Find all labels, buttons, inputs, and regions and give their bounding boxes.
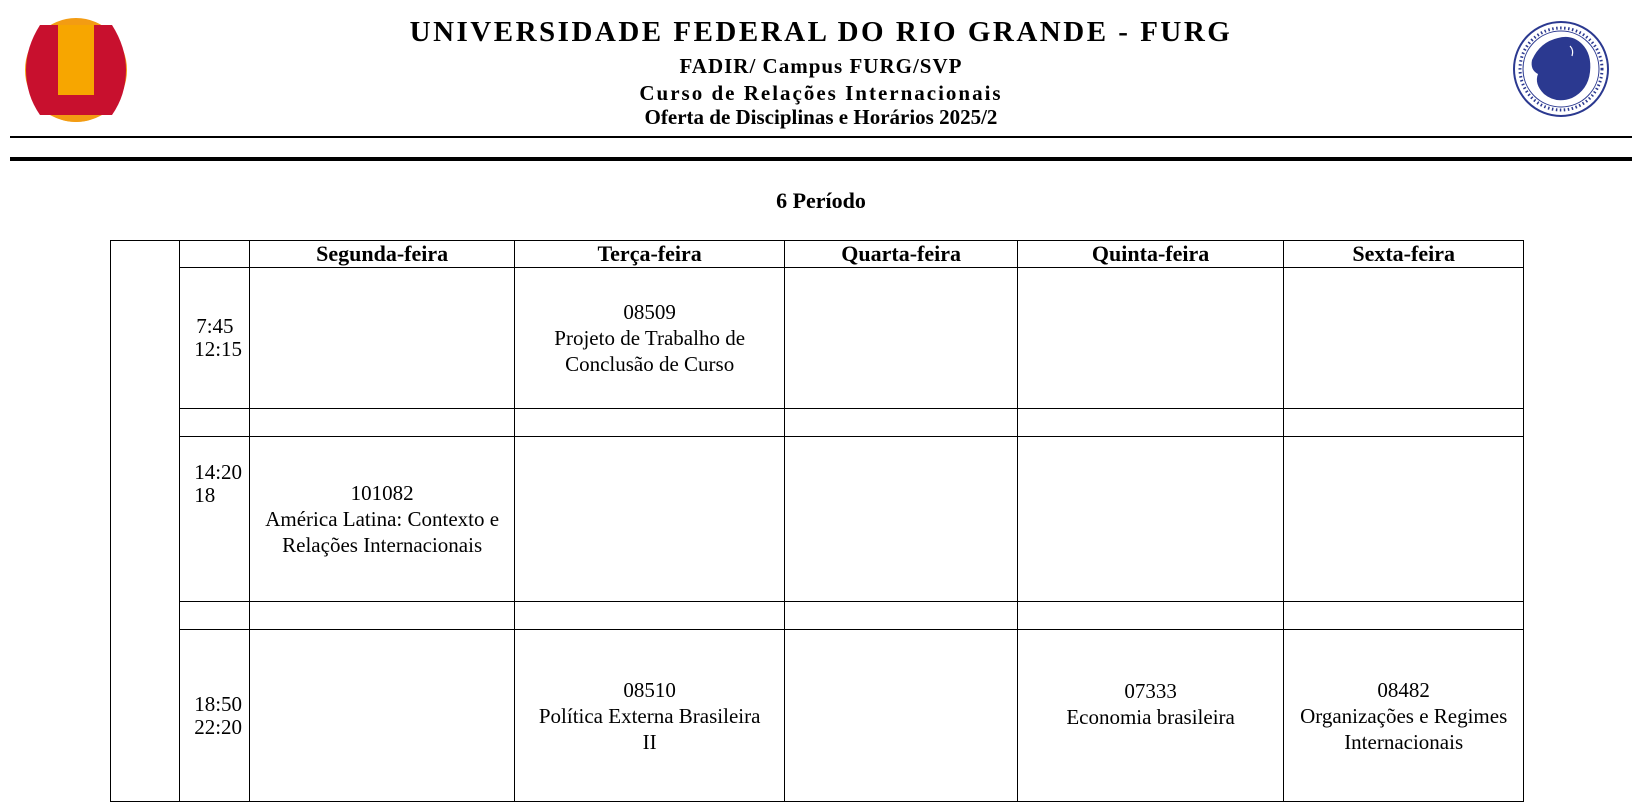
class-cell-monday	[250, 268, 514, 409]
side-margin-cell	[111, 241, 180, 802]
course-code: 07333	[1124, 678, 1177, 703]
course-code: 101082	[350, 481, 414, 505]
spacer-cell	[1284, 409, 1524, 437]
day-header-wednesday: Quarta-feira	[785, 241, 1017, 268]
time-cell	[180, 268, 250, 409]
start-time: 18:50	[194, 691, 243, 716]
spacer-cell	[1284, 602, 1524, 630]
class-cell-friday	[1284, 630, 1524, 802]
spacer-cell	[1017, 409, 1283, 437]
class-cell-friday	[1284, 268, 1524, 409]
spacer-cell	[1017, 602, 1283, 630]
spacer-cell	[180, 602, 250, 630]
class-cell-friday	[1284, 437, 1524, 602]
spacer-row	[111, 602, 1524, 630]
class-cell-thursday	[1017, 268, 1283, 409]
class-cell-wednesday	[785, 268, 1017, 409]
class-cell-thursday	[1017, 630, 1283, 802]
header-rule-bottom	[10, 157, 1632, 161]
time-cell	[180, 437, 250, 602]
course-name: Curso de Relações Internacionais	[639, 81, 1003, 105]
corner-cell	[180, 241, 250, 268]
day-header-tuesday: Terça-feira	[514, 241, 785, 268]
end-time: 12:15	[194, 337, 243, 361]
class-cell-wednesday	[785, 630, 1017, 802]
course-code: 08482	[1377, 677, 1430, 702]
start-time: 7:45	[196, 314, 234, 338]
time-slot-row	[111, 268, 1524, 409]
offer-title: Oferta de Disciplinas e Horários 2025/2	[644, 105, 998, 129]
class-cell-wednesday	[785, 437, 1017, 602]
course-name: Economia brasileira	[1066, 704, 1235, 729]
time-cell	[180, 630, 250, 802]
day-header-monday: Segunda-feira	[250, 241, 514, 268]
schedule-table	[110, 240, 1524, 802]
start-time: 14:20	[194, 460, 243, 484]
end-time: 22:20	[194, 714, 243, 739]
class-cell-monday	[250, 630, 514, 802]
end-time: 18	[194, 483, 216, 507]
course-name: Organizações e Regimes Internacionais	[1300, 703, 1508, 754]
course-name: Política Externa Brasileira II	[538, 703, 761, 754]
period-title: 6 Período	[776, 188, 866, 213]
day-header-thursday: Quinta-feira	[1017, 241, 1283, 268]
spacer-row	[111, 409, 1524, 437]
class-cell-monday	[250, 437, 514, 602]
university-seal-icon	[1512, 20, 1610, 118]
spacer-cell	[514, 409, 785, 437]
spacer-cell	[180, 409, 250, 437]
spacer-cell	[250, 602, 514, 630]
class-cell-tuesday	[514, 630, 785, 802]
course-code: 08510	[623, 677, 676, 702]
campus-line: FADIR/ Campus FURG/SVP	[679, 54, 963, 78]
spacer-cell	[250, 409, 514, 437]
header-rule-top	[10, 136, 1632, 138]
class-cell-tuesday	[514, 437, 785, 602]
spacer-cell	[785, 409, 1017, 437]
time-slot-row	[111, 630, 1524, 802]
university-name: UNIVERSIDADE FEDERAL DO RIO GRANDE - FURG	[409, 16, 1233, 48]
course-code: 08509	[623, 300, 676, 324]
class-cell-thursday	[1017, 437, 1283, 602]
class-cell-tuesday	[514, 268, 785, 409]
header-row	[111, 241, 1524, 268]
course-name: América Latina: Contexto e Relações Internacionais	[265, 507, 500, 557]
time-slot-row	[111, 437, 1524, 602]
course-name: Projeto de Trabalho de Conclusão de Curso	[554, 326, 746, 376]
spacer-cell	[514, 602, 785, 630]
day-header-friday: Sexta-feira	[1284, 241, 1524, 268]
spacer-cell	[785, 602, 1017, 630]
